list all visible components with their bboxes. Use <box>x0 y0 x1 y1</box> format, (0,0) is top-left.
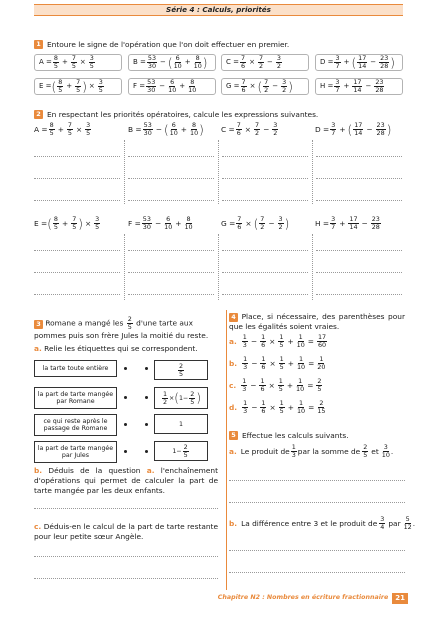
ex1-e-label: E = <box>39 82 52 91</box>
ex5-question-b: b. La différence entre 3 et le produit de 3 4 par 5 12 . <box>229 515 416 531</box>
ex1-box-e[interactable]: E = ( 8 5 + $\frac{7}{5}$ ) × $\frac{3}{5}$ <box>34 78 122 95</box>
frac: $\frac{8}{5}$ <box>53 54 58 70</box>
ex3-qb-label: b. <box>34 466 43 475</box>
ex3-qa-text: Relie les étiquettes qui se correspondent. <box>44 344 198 353</box>
ex5-a-text1: Le produit de <box>240 446 290 456</box>
frac: $\frac{3}{5}$ <box>98 78 103 94</box>
ex5-a-label: a. <box>229 446 237 456</box>
ex4-row-c[interactable]: c. 1 3 − $\frac{1}{6}$ × $\frac{1}{5}$ + $\frac{1}{10}$ = $\frac{2}{5}$ <box>229 377 322 393</box>
frac: $\frac{8}{10}$ <box>188 78 197 94</box>
series-title: Série 4 : Calculs, priorités <box>34 4 403 16</box>
link-dot[interactable] <box>145 396 148 399</box>
tag-expr-one[interactable]: 1 <box>154 414 208 434</box>
ex5-a-text3: et <box>371 446 379 456</box>
answer-line[interactable] <box>222 178 308 179</box>
ex1-box-h[interactable]: H = $\frac{3}{7}$ + $\frac{17}{14}$ − $\frac{23}{28}$ <box>315 78 403 95</box>
column-divider <box>312 140 313 204</box>
link-dot[interactable] <box>145 450 148 453</box>
ex4-row-a[interactable]: a. 1 3 − $\frac{1}{6}$ × $\frac{1}{5}$ + $\frac{1}{10}$ = $\frac{17}{60}$ <box>229 333 327 349</box>
answer-line[interactable] <box>34 294 120 295</box>
frac: $\frac{17}{14}$ <box>353 78 362 94</box>
ex4-a-label: a. <box>229 336 237 346</box>
ex5-question-a: a. Le produit de 1 3 par la somme de 2 5 et 3 10 . <box>229 443 394 459</box>
answer-line[interactable] <box>34 200 120 201</box>
answer-line[interactable] <box>222 156 308 157</box>
answer-line[interactable] <box>34 556 218 557</box>
frac: $\frac{3}{2}$ <box>276 54 281 70</box>
frac: 6 10 <box>173 54 182 70</box>
ex1-c-label: C = <box>226 58 239 67</box>
tag-expr-half-of-rest[interactable]: 1 2 × ( 1− 2 5 ) <box>154 387 208 409</box>
ex1-box-a[interactable]: A = $\frac{8}{5}$ + $\frac{7}{5}$ × $\frac{3}{5}$ <box>34 54 122 71</box>
answer-line[interactable] <box>128 178 214 179</box>
answer-line[interactable] <box>128 200 214 201</box>
ex1-g-label: G = <box>226 82 240 91</box>
frac: $\frac{7}{2}$ <box>258 54 264 70</box>
exercise-4-instruction <box>229 312 405 332</box>
ex2-expr-d: D = $\frac{3}{7}$ + ( 17 14 − $\frac{23}{28}$ ) <box>315 121 392 137</box>
exercise-3-intro <box>34 316 218 341</box>
tag-whole-tart[interactable]: la tarte toute entière <box>34 360 117 377</box>
tag-remaining-after-romane[interactable]: ce qui reste après le passage de Romane <box>34 414 117 436</box>
ex1-box-d[interactable]: D = $\frac{3}{7}$ + ( 17 14 − $\frac{23}{28}$ ) <box>315 54 403 71</box>
ex4-c-label: c. <box>229 380 237 390</box>
frac: $\frac{8}{10}$ <box>193 54 202 70</box>
answer-line[interactable] <box>316 250 402 251</box>
ex2-expr-b: B = $\frac{53}{30}$ − ( 6 10 + $\frac{8}{10}$ ) <box>128 121 204 137</box>
section-divider <box>226 310 227 590</box>
answer-line[interactable] <box>34 178 120 179</box>
exercise-5-instruction <box>229 431 349 440</box>
ex2-a-label: A = <box>34 124 48 134</box>
column-divider <box>218 140 219 204</box>
ex1-box-c[interactable]: C = $\frac{7}{6}$ × $\frac{7}{2}$ − $\frac{3}{2}$ <box>221 54 309 71</box>
ex1-box-g[interactable]: G = $\frac{7}{6}$ × ( 7 2 − $\frac{3}{2}$ ) <box>221 78 309 95</box>
ex2-e-label: E = <box>34 218 48 228</box>
link-dot[interactable] <box>124 423 127 426</box>
answer-line[interactable] <box>128 156 214 157</box>
frac: $\frac{3}{2}$ <box>282 78 287 94</box>
answer-line[interactable] <box>34 508 218 509</box>
frac-two-fifths: $\frac{2}{5}$ <box>127 315 132 331</box>
exercise-1-number: 1 <box>34 40 43 49</box>
frac: $\frac{3}{5}$ <box>89 54 94 70</box>
answer-line[interactable] <box>128 294 214 295</box>
link-dot[interactable] <box>124 396 127 399</box>
ex2-expr-h: H = $\frac{3}{7}$ + $\frac{17}{14}$ − $\frac{23}{28}$ <box>315 215 380 231</box>
exercise-2-number: 2 <box>34 110 43 119</box>
link-dot[interactable] <box>124 367 127 370</box>
ex2-d-label: D = <box>315 124 330 134</box>
ex1-h-label: H = <box>320 82 334 91</box>
page-number: 21 <box>392 593 408 604</box>
ex3-intro-after: d'une tarte aux <box>136 318 193 328</box>
tag-expr-one-minus[interactable]: 1− 2 5 <box>154 441 208 461</box>
ex4-row-b[interactable]: b. 1 3 − $\frac{1}{6}$ × $\frac{1}{5}$ + $\frac{1}{10}$ = $\frac{1}{20}$ <box>229 355 326 371</box>
ex3-qa-label: a. <box>34 344 42 353</box>
ex2-b-label: B = <box>128 124 142 134</box>
answer-line[interactable] <box>316 294 402 295</box>
answer-line[interactable] <box>222 250 308 251</box>
frac: $\frac{3}{7}$ <box>335 54 340 70</box>
ex1-box-f[interactable]: F = $\frac{53}{30}$ − $\frac{6}{10}$ + $\frac{8}{10}$ <box>128 78 216 95</box>
exercise-2-text: En respectant les priorités opératoires, calcule les expressions suivantes. <box>47 110 319 119</box>
answer-line[interactable] <box>229 550 405 551</box>
frac: 8 5 <box>58 78 63 94</box>
answer-line[interactable] <box>229 502 405 503</box>
ex2-expr-g: G = $\frac{7}{6}$ × ( 7 2 − $\frac{3}{2}$ ) <box>221 215 290 231</box>
frac: $\frac{7}{5}$ <box>76 78 81 94</box>
link-dot[interactable] <box>145 367 148 370</box>
frac: $\frac{7}{6}$ <box>241 78 246 94</box>
column-divider <box>312 234 313 300</box>
ex5-a-text2: par la somme de <box>297 446 361 456</box>
ex3-qc-label: c. <box>34 522 42 531</box>
exercise-1-text: Entoure le signe de l'opération que l'on doit effectuer en premier. <box>47 40 290 49</box>
column-divider <box>124 234 125 300</box>
frac: $\frac{3}{7}$ <box>335 78 340 94</box>
answer-line[interactable] <box>34 578 218 579</box>
ex2-expr-a: A = $\frac{8}{5}$ + $\frac{7}{5}$ × $\frac{3}{5}$ <box>34 121 91 137</box>
exercise-1-instruction <box>34 40 289 49</box>
ex5-b-label: b. <box>229 518 238 528</box>
ex3-qb-before: Déduis de la question <box>48 466 141 475</box>
ex2-expr-c: C = $\frac{7}{6}$ × $\frac{7}{2}$ − $\frac{3}{2}$ <box>221 121 278 137</box>
ex4-d-label: d. <box>229 402 238 412</box>
answer-line[interactable] <box>222 272 308 273</box>
exercise-5-number: 5 <box>229 431 238 440</box>
ex1-d-label: D = <box>320 58 334 67</box>
answer-line[interactable] <box>222 200 308 201</box>
exercise-4-text: Place, si nécessaire, des parenthèses pour que les égalités soient vraies. <box>229 312 405 331</box>
link-dot[interactable] <box>124 450 127 453</box>
answer-line[interactable] <box>222 294 308 295</box>
ex5-b-text1: La différence entre 3 et le produit de <box>241 518 378 528</box>
column-divider <box>218 234 219 300</box>
ex1-b-label: B = <box>133 58 146 67</box>
exercise-4-number: 4 <box>229 313 238 322</box>
ex3-intro-line2: pommes puis son frère Jules la moitié du reste. <box>34 331 209 340</box>
ex5-b-text2: par <box>388 518 401 528</box>
ex4-b-label: b. <box>229 358 238 368</box>
ex3-question-b <box>34 466 218 496</box>
ex3-qc-text: Déduis-en le calcul de la part de tarte restante pour leur petite sœur Angèle. <box>34 522 218 541</box>
frac: $\frac{7}{6}$ <box>240 54 246 70</box>
exercise-2-instruction <box>34 110 318 119</box>
answer-line[interactable] <box>34 156 120 157</box>
ex3-question-a <box>34 344 218 354</box>
frac: $\frac{6}{10}$ <box>168 78 177 94</box>
column-divider <box>124 140 125 204</box>
exercise-5-text: Effectue les calculs suivants. <box>242 431 349 440</box>
answer-line[interactable] <box>316 156 402 157</box>
ex2-f-label: F = <box>128 218 141 228</box>
tag-expr-two-fifths[interactable]: 2 5 <box>154 360 208 380</box>
answer-line[interactable] <box>316 178 402 179</box>
ex1-f-label: F = <box>133 82 146 91</box>
answer-line[interactable] <box>229 480 405 481</box>
ex3-qb-after: l'enchaînement d'opérations qui permet de calculer la part de tarte mangée par les deux enfants. <box>34 466 218 495</box>
ex2-c-label: C = <box>221 124 235 134</box>
frac: $\frac{53}{30}$ <box>147 54 157 70</box>
ex2-expr-e: E = ( 8 5 + $\frac{7}{5}$ ) × $\frac{3}{5}$ <box>34 215 100 231</box>
frac: 7 2 <box>264 78 269 94</box>
ex1-a-label: A = <box>39 58 52 67</box>
frac: $\frac{53}{30}$ <box>147 78 156 94</box>
exercise-3-number: 3 <box>34 320 43 329</box>
answer-line[interactable] <box>316 272 402 273</box>
link-dot[interactable] <box>145 423 148 426</box>
ex3-question-c <box>34 522 218 542</box>
frac: $\frac{23}{28}$ <box>375 78 384 94</box>
answer-line[interactable] <box>128 272 214 273</box>
frac: 17 14 <box>358 54 367 70</box>
tag-romane-part[interactable]: la part de tarte mangée par Romane <box>34 387 117 409</box>
ex2-expr-f: F = $\frac{53}{30}$ − $\frac{6}{10}$ + $\frac{8}{10}$ <box>128 215 193 231</box>
tag-jules-part[interactable]: la part de tarte mangée par Jules <box>34 441 117 463</box>
chapter-title: Chapitre N2 : Nombres en écriture fractionnaire <box>217 594 389 602</box>
answer-line[interactable] <box>128 250 214 251</box>
answer-line[interactable] <box>229 572 405 573</box>
ex3-qb-ref: a. <box>146 466 155 475</box>
page-footer <box>218 593 408 604</box>
ex1-box-b[interactable]: B = $\frac{53}{30}$ − ( 6 10 + $\frac{8}{10}$ ) <box>128 54 216 71</box>
ex4-row-d[interactable]: d. 1 3 − $\frac{1}{6}$ × $\frac{1}{5}$ + $\frac{1}{10}$ = $\frac{2}{15}$ <box>229 399 326 415</box>
frac: $\frac{23}{28}$ <box>380 54 389 70</box>
ex2-g-label: G = <box>221 218 236 228</box>
ex2-h-label: H = <box>315 218 330 228</box>
answer-line[interactable] <box>34 250 120 251</box>
answer-line[interactable] <box>34 272 120 273</box>
ex3-intro-before: Romane a mangé les <box>45 318 124 328</box>
frac: $\frac{7}{5}$ <box>71 54 76 70</box>
answer-line[interactable] <box>316 200 402 201</box>
